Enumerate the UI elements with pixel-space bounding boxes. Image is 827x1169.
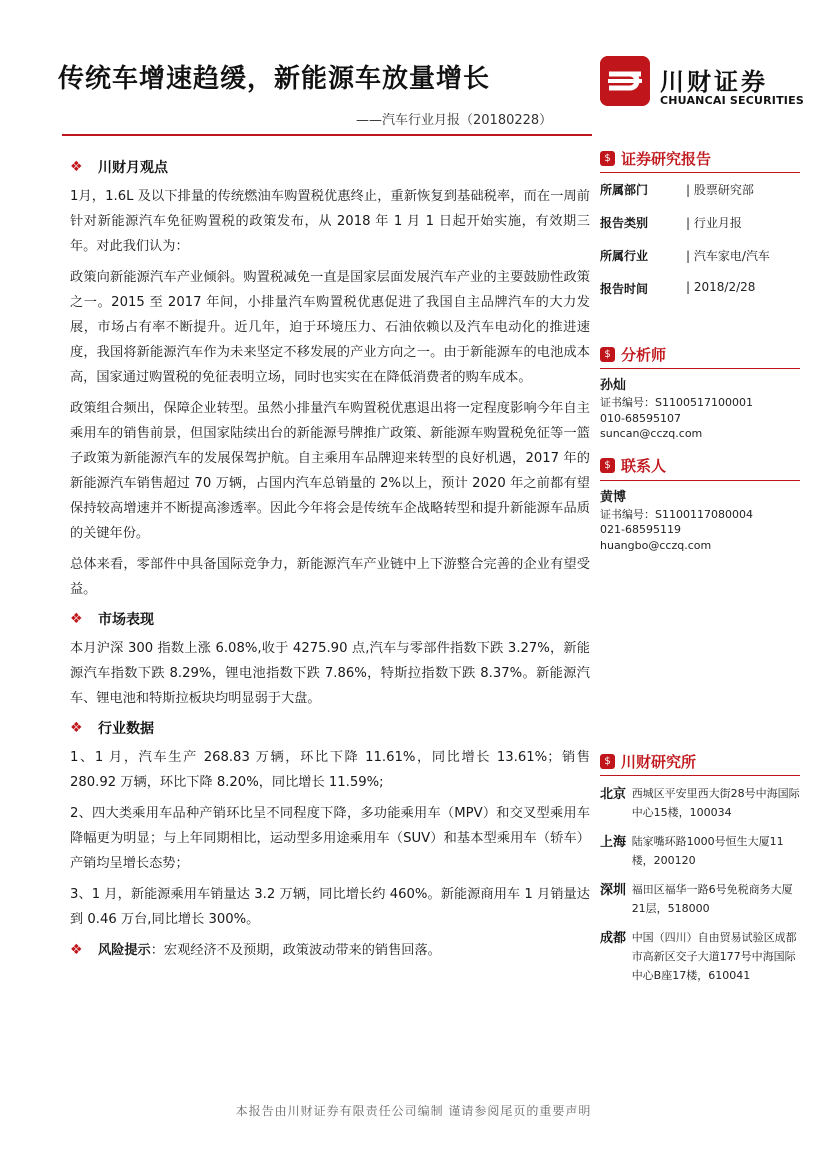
sidebar-title: 证券研究报告 xyxy=(621,149,712,168)
contact-email[interactable]: huangbo@cczq.com xyxy=(600,538,712,552)
office-city: 深圳 xyxy=(600,883,627,898)
sidebar-header-institute xyxy=(600,749,800,773)
sidebar-divider xyxy=(600,172,800,173)
contact-name: 黄博 xyxy=(600,489,627,505)
paragraph: 1、1 月，汽车生产 268.83 万辆，环比下降 11.61%，同比增长 13.61%；销售 280.92 万辆，环比下降 8.20%，同比增长 11.59%; xyxy=(70,750,590,790)
sidebar-title: 川财研究所 xyxy=(621,752,697,771)
contact-phone: 021-68595119 xyxy=(600,523,681,536)
footer-disclaimer: 本报告由川财证券有限责任公司编制 谨请参阅尾页的重要声明 xyxy=(235,1104,592,1118)
analyst-email[interactable]: suncan@cczq.com xyxy=(600,427,703,440)
info-row xyxy=(600,181,800,214)
analyst-cert: 证书编号：S1100517100001 xyxy=(600,396,753,409)
info-label: 报告类别 xyxy=(600,216,649,230)
paragraph: 本月沪深 300 指数上涨 6.08%,收于 4275.90 点,汽车与零部件指数下跌 3.27%，新能源汽车指数下跌 8.29%，锂电池指数下跌 7.86%，特斯拉指数下跌 8.37%。新能源汽车、锂电池和特斯拉板块均明显弱于大盘。 xyxy=(70,641,590,706)
paragraph: 2、四大类乘用车品种产销环比呈不同程度下降，多功能乘用车（MPV）和交叉型乘用车降幅更为明显；与上年同期相比，运动型多用途乘用车（SUV）和基本型乘用车（轿车）产销均呈增长态势； xyxy=(70,806,590,871)
office-entry xyxy=(600,784,800,822)
diamond-bullet-icon: ❖ xyxy=(70,611,83,627)
contact-cert: 证书编号：S1100117080004 xyxy=(600,507,753,521)
analyst-phone: 010-68595107 xyxy=(600,411,681,425)
info-label: 所属部门 xyxy=(600,183,649,197)
sidebar-header-analyst xyxy=(600,342,800,366)
header-divider xyxy=(62,134,592,136)
company-logo xyxy=(600,56,804,112)
section-title: 川财月观点 xyxy=(98,160,168,176)
info-row xyxy=(600,247,800,280)
office-address: 西城区平安里西大街28号中海国际中心15楼，100034 xyxy=(631,787,800,819)
main-content xyxy=(70,150,590,963)
logo-mark-icon xyxy=(600,56,650,106)
page-subtitle: ——汽车行业月报（20180228） xyxy=(356,113,553,128)
info-value: | 股票研究部 xyxy=(686,183,754,197)
info-label: 报告时间 xyxy=(600,282,649,296)
risk-warning xyxy=(70,938,590,963)
paragraph: 3、1 月，新能源乘用车销量达 3.2 万辆，同比增长约 460%。新能源商用车 1 月销量达到 0.46 万台,同比增长 300%。 xyxy=(70,887,590,927)
office-entry xyxy=(600,928,800,985)
sidebar-title: 分析师 xyxy=(621,345,667,364)
analyst-name: 孙灿 xyxy=(600,378,627,393)
contact-icon: $ xyxy=(600,458,615,473)
logo-text-cn: 川财证券 xyxy=(660,68,768,96)
section-header-view xyxy=(70,156,590,178)
institute-icon: $ xyxy=(600,754,615,769)
info-value: | 2018/2/28 xyxy=(686,280,756,294)
info-row xyxy=(600,280,800,342)
office-address: 陆家嘴环路1000号恒生大厦11楼，200120 xyxy=(631,835,784,867)
office-address: 福田区福华一路6号免税商务大厦21层，518000 xyxy=(631,883,793,915)
info-value: | 汽车家电/汽车 xyxy=(686,249,770,263)
office-city: 北京 xyxy=(600,787,627,802)
sidebar-divider xyxy=(600,775,800,776)
section-title: 市场表现 xyxy=(98,612,154,628)
info-value: | 行业月报 xyxy=(686,216,742,230)
report-icon: $ xyxy=(600,151,615,166)
paragraph: 政策组合频出，保障企业转型。虽然小排量汽车购置税优惠退出将一定程度影响今年自主乘用车的销售前景，但国家陆续出台的新能源号牌推广政策、新能源车购置税免征等一篮子政策为新能源汽车的发展保驾护航。自主乘用车品牌迎来转型的良好机遇，2017 年的新能源汽车销售超过 70 万辆，占国内汽车总销量的 2%以上，预计 2020 年之前都有望保持较高增速并不断提高渗透率。因此今年将会是传统车企战略转型和提升新能源车品质的关键年份。 xyxy=(70,401,590,541)
paragraph: 1月，1.6L 及以下排量的传统燃油车购置税优惠终止，重新恢复到基础税率，而在一周前针对新能源汽车免征购置税的政策发布，从 2018 年 1 月 1 日起开始实施，有效期三年。对此我们认为： xyxy=(70,189,590,254)
logo-text-en: CHUANCAI SECURITIES xyxy=(660,94,804,107)
office-entry xyxy=(600,832,800,870)
paragraph: 政策向新能源汽车产业倾斜。购置税减免一直是国家层面发展汽车产业的主要鼓励性政策之一。2015 至 2017 年间，小排量汽车购置税优惠促进了我国自主品牌汽车的大力发展，市场占有率不断提升。近几年，迫于环境压力、石油依赖以及汽车电动化的推进速度，我国将新能源汽车作为未来坚定不移发展的产业方向之一。由于新能源车的电池成本高，国家通过购置税的免征表明立场，同时也实实在在降低消费者的购车成本。 xyxy=(70,270,590,385)
sidebar xyxy=(600,146,800,995)
sidebar-header-contact xyxy=(600,454,800,478)
office-address: 中国（四川）自由贸易试验区成都市高新区交子大道177号中海国际中心B座17楼，610041 xyxy=(631,931,797,982)
info-row xyxy=(600,214,800,247)
section-title: 行业数据 xyxy=(98,721,154,737)
office-city: 成都 xyxy=(600,931,627,946)
sidebar-divider xyxy=(600,368,800,369)
sidebar-divider xyxy=(600,480,800,481)
info-label: 所属行业 xyxy=(600,249,649,263)
office-entry xyxy=(600,880,800,918)
page-title: 传统车增速趋缓，新能源车放量增长 xyxy=(58,64,491,94)
diamond-bullet-icon: ❖ xyxy=(70,942,83,958)
office-city: 上海 xyxy=(600,835,627,850)
risk-text: ：宏观经济不及预期，政策波动带来的销售回落。 xyxy=(150,943,441,958)
diamond-bullet-icon: ❖ xyxy=(70,720,83,736)
diamond-bullet-icon: ❖ xyxy=(70,159,83,175)
analyst-icon: $ xyxy=(600,347,615,362)
section-header-market xyxy=(70,608,590,630)
risk-label: 风险提示 xyxy=(98,943,151,958)
section-header-industry xyxy=(70,717,590,739)
paragraph: 总体来看，零部件中具备国际竞争力，新能源汽车产业链中上下游整合完善的企业有望受益。 xyxy=(70,557,590,597)
sidebar-title: 联系人 xyxy=(621,457,667,475)
sidebar-header-report xyxy=(600,146,800,170)
